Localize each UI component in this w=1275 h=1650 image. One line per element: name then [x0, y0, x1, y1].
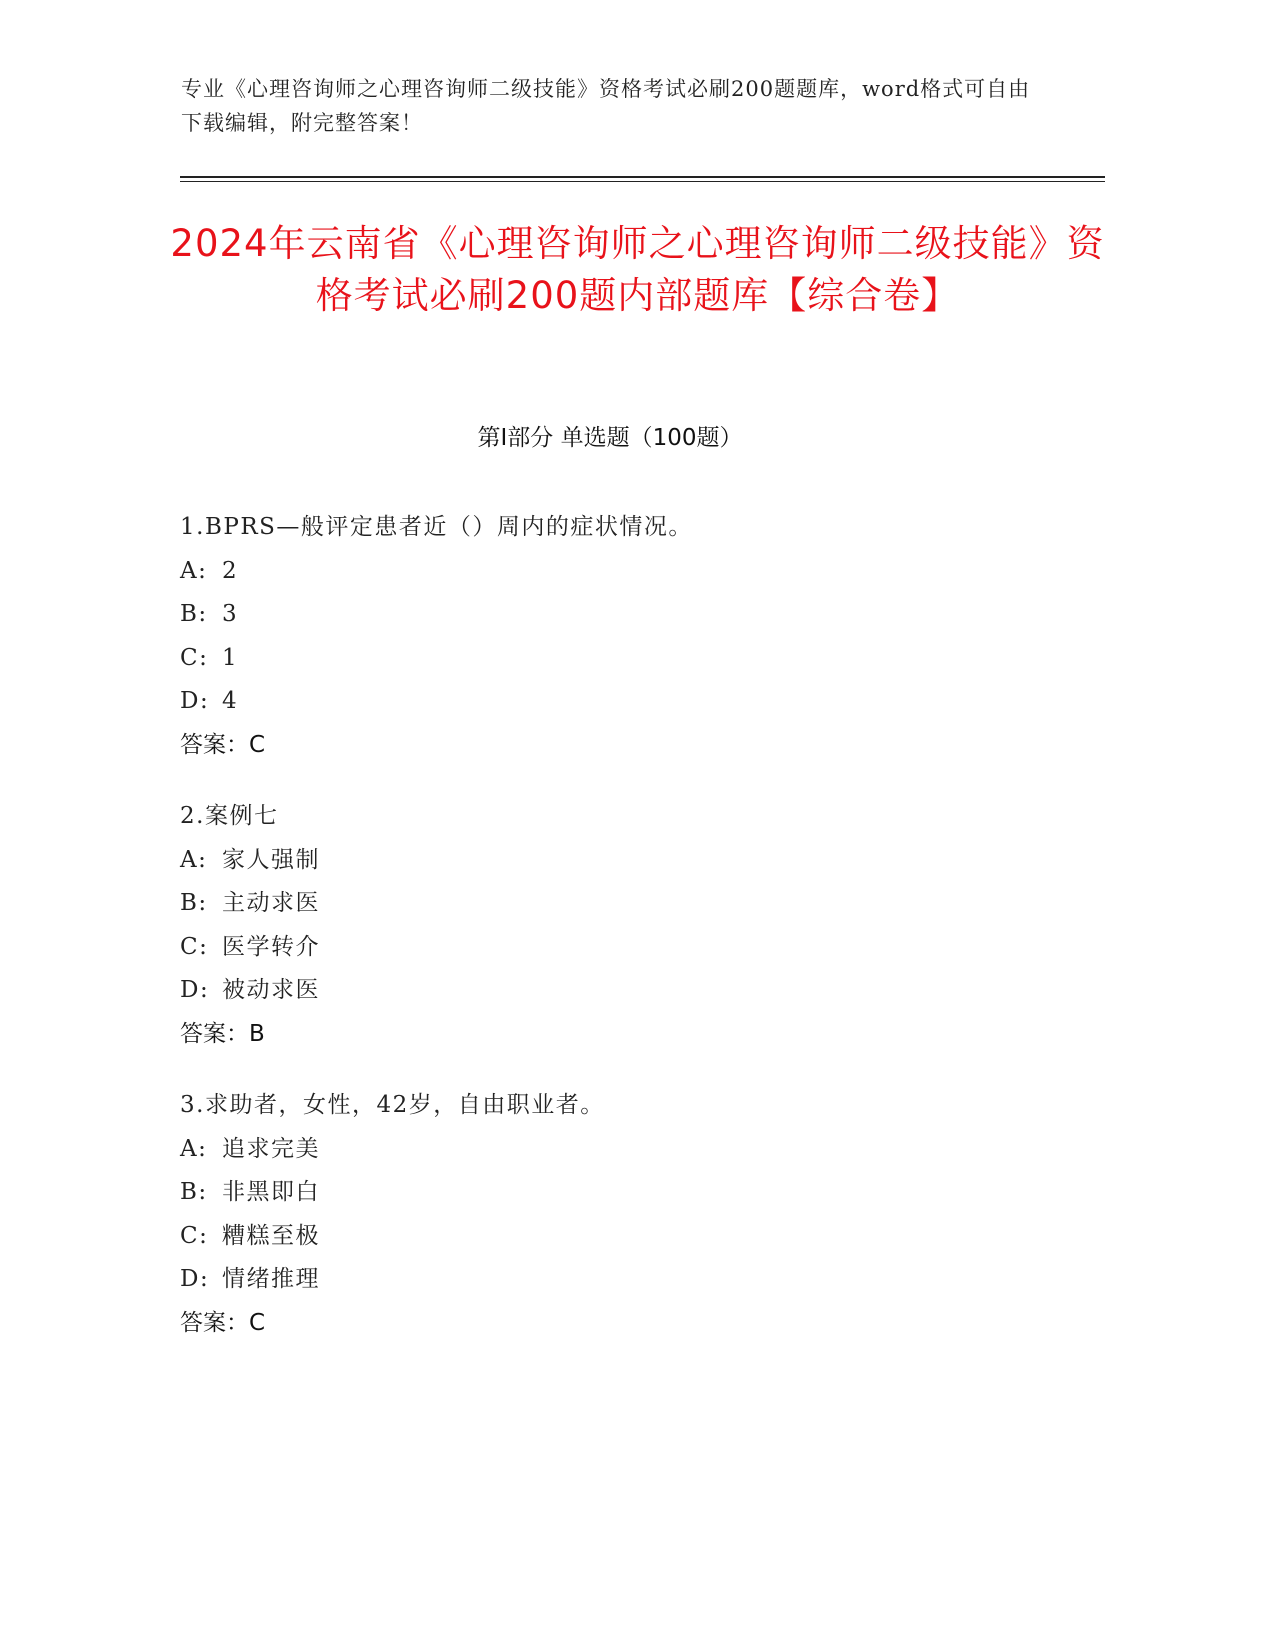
option-letter: D:: [180, 1266, 210, 1292]
option-b: [180, 593, 1080, 637]
option-c: [180, 637, 1080, 681]
option-letter: C:: [180, 1222, 209, 1249]
option-a: [180, 839, 1080, 883]
option-text: 追求完美: [222, 1135, 320, 1162]
option-letter: A:: [180, 846, 208, 873]
option-b: [180, 882, 1080, 926]
option-text: 情绪推理: [222, 1266, 320, 1292]
option-text: 2: [222, 557, 239, 584]
document-title: 2024年云南省《心理咨询师之心理咨询师二级技能》资格考试必刷200题内部题库【综合卷】: [170, 222, 1105, 317]
header-divider-thin: [180, 181, 1105, 182]
option-d: [180, 1258, 1080, 1302]
option-text: 糟糕至极: [222, 1222, 320, 1249]
header-divider-thick: [180, 176, 1105, 178]
section-heading: 第Ⅰ部分 单选题（100题）: [477, 425, 743, 451]
question-stem: 3.求助者，女性，42岁，自由职业者。: [180, 1092, 605, 1118]
option-d: [180, 969, 1080, 1013]
question-list: [180, 506, 1080, 1373]
answer-line: 答案：C: [180, 1309, 266, 1336]
question-2: [180, 795, 1080, 1056]
question-stem: 1.BPRS—般评定患者近（）周内的症状情况。: [180, 514, 693, 540]
option-c: [180, 1215, 1080, 1259]
option-letter: A:: [180, 1135, 208, 1162]
question-3: [180, 1084, 1080, 1345]
option-d: [180, 680, 1080, 724]
option-text: 3: [222, 601, 239, 627]
option-text: 医学转介: [222, 933, 320, 960]
question-1: [180, 506, 1080, 767]
option-letter: D:: [180, 977, 210, 1003]
option-text: 被动求医: [222, 977, 320, 1003]
option-text: 非黑即白: [222, 1179, 320, 1205]
option-letter: D:: [180, 688, 210, 714]
option-letter: B:: [180, 890, 208, 916]
answer-line: 答案：B: [180, 1020, 265, 1047]
option-a: [180, 550, 1080, 594]
option-text: 1: [222, 644, 239, 671]
option-letter: C:: [180, 644, 209, 671]
option-a: [180, 1128, 1080, 1172]
option-text: 家人强制: [222, 846, 320, 873]
option-b: [180, 1171, 1080, 1215]
option-letter: B:: [180, 601, 208, 627]
option-text: 4: [222, 688, 239, 714]
header-note: 专业《心理咨询师之心理咨询师二级技能》资格考试必刷200题题库，word格式可自由下载编辑，附完整答案！: [181, 77, 1031, 135]
option-letter: A:: [180, 557, 208, 584]
question-stem: 2.案例七: [180, 803, 279, 829]
option-letter: B:: [180, 1179, 208, 1205]
option-letter: C:: [180, 933, 209, 960]
option-c: [180, 926, 1080, 970]
answer-line: 答案：C: [180, 731, 266, 758]
option-text: 主动求医: [222, 890, 320, 916]
